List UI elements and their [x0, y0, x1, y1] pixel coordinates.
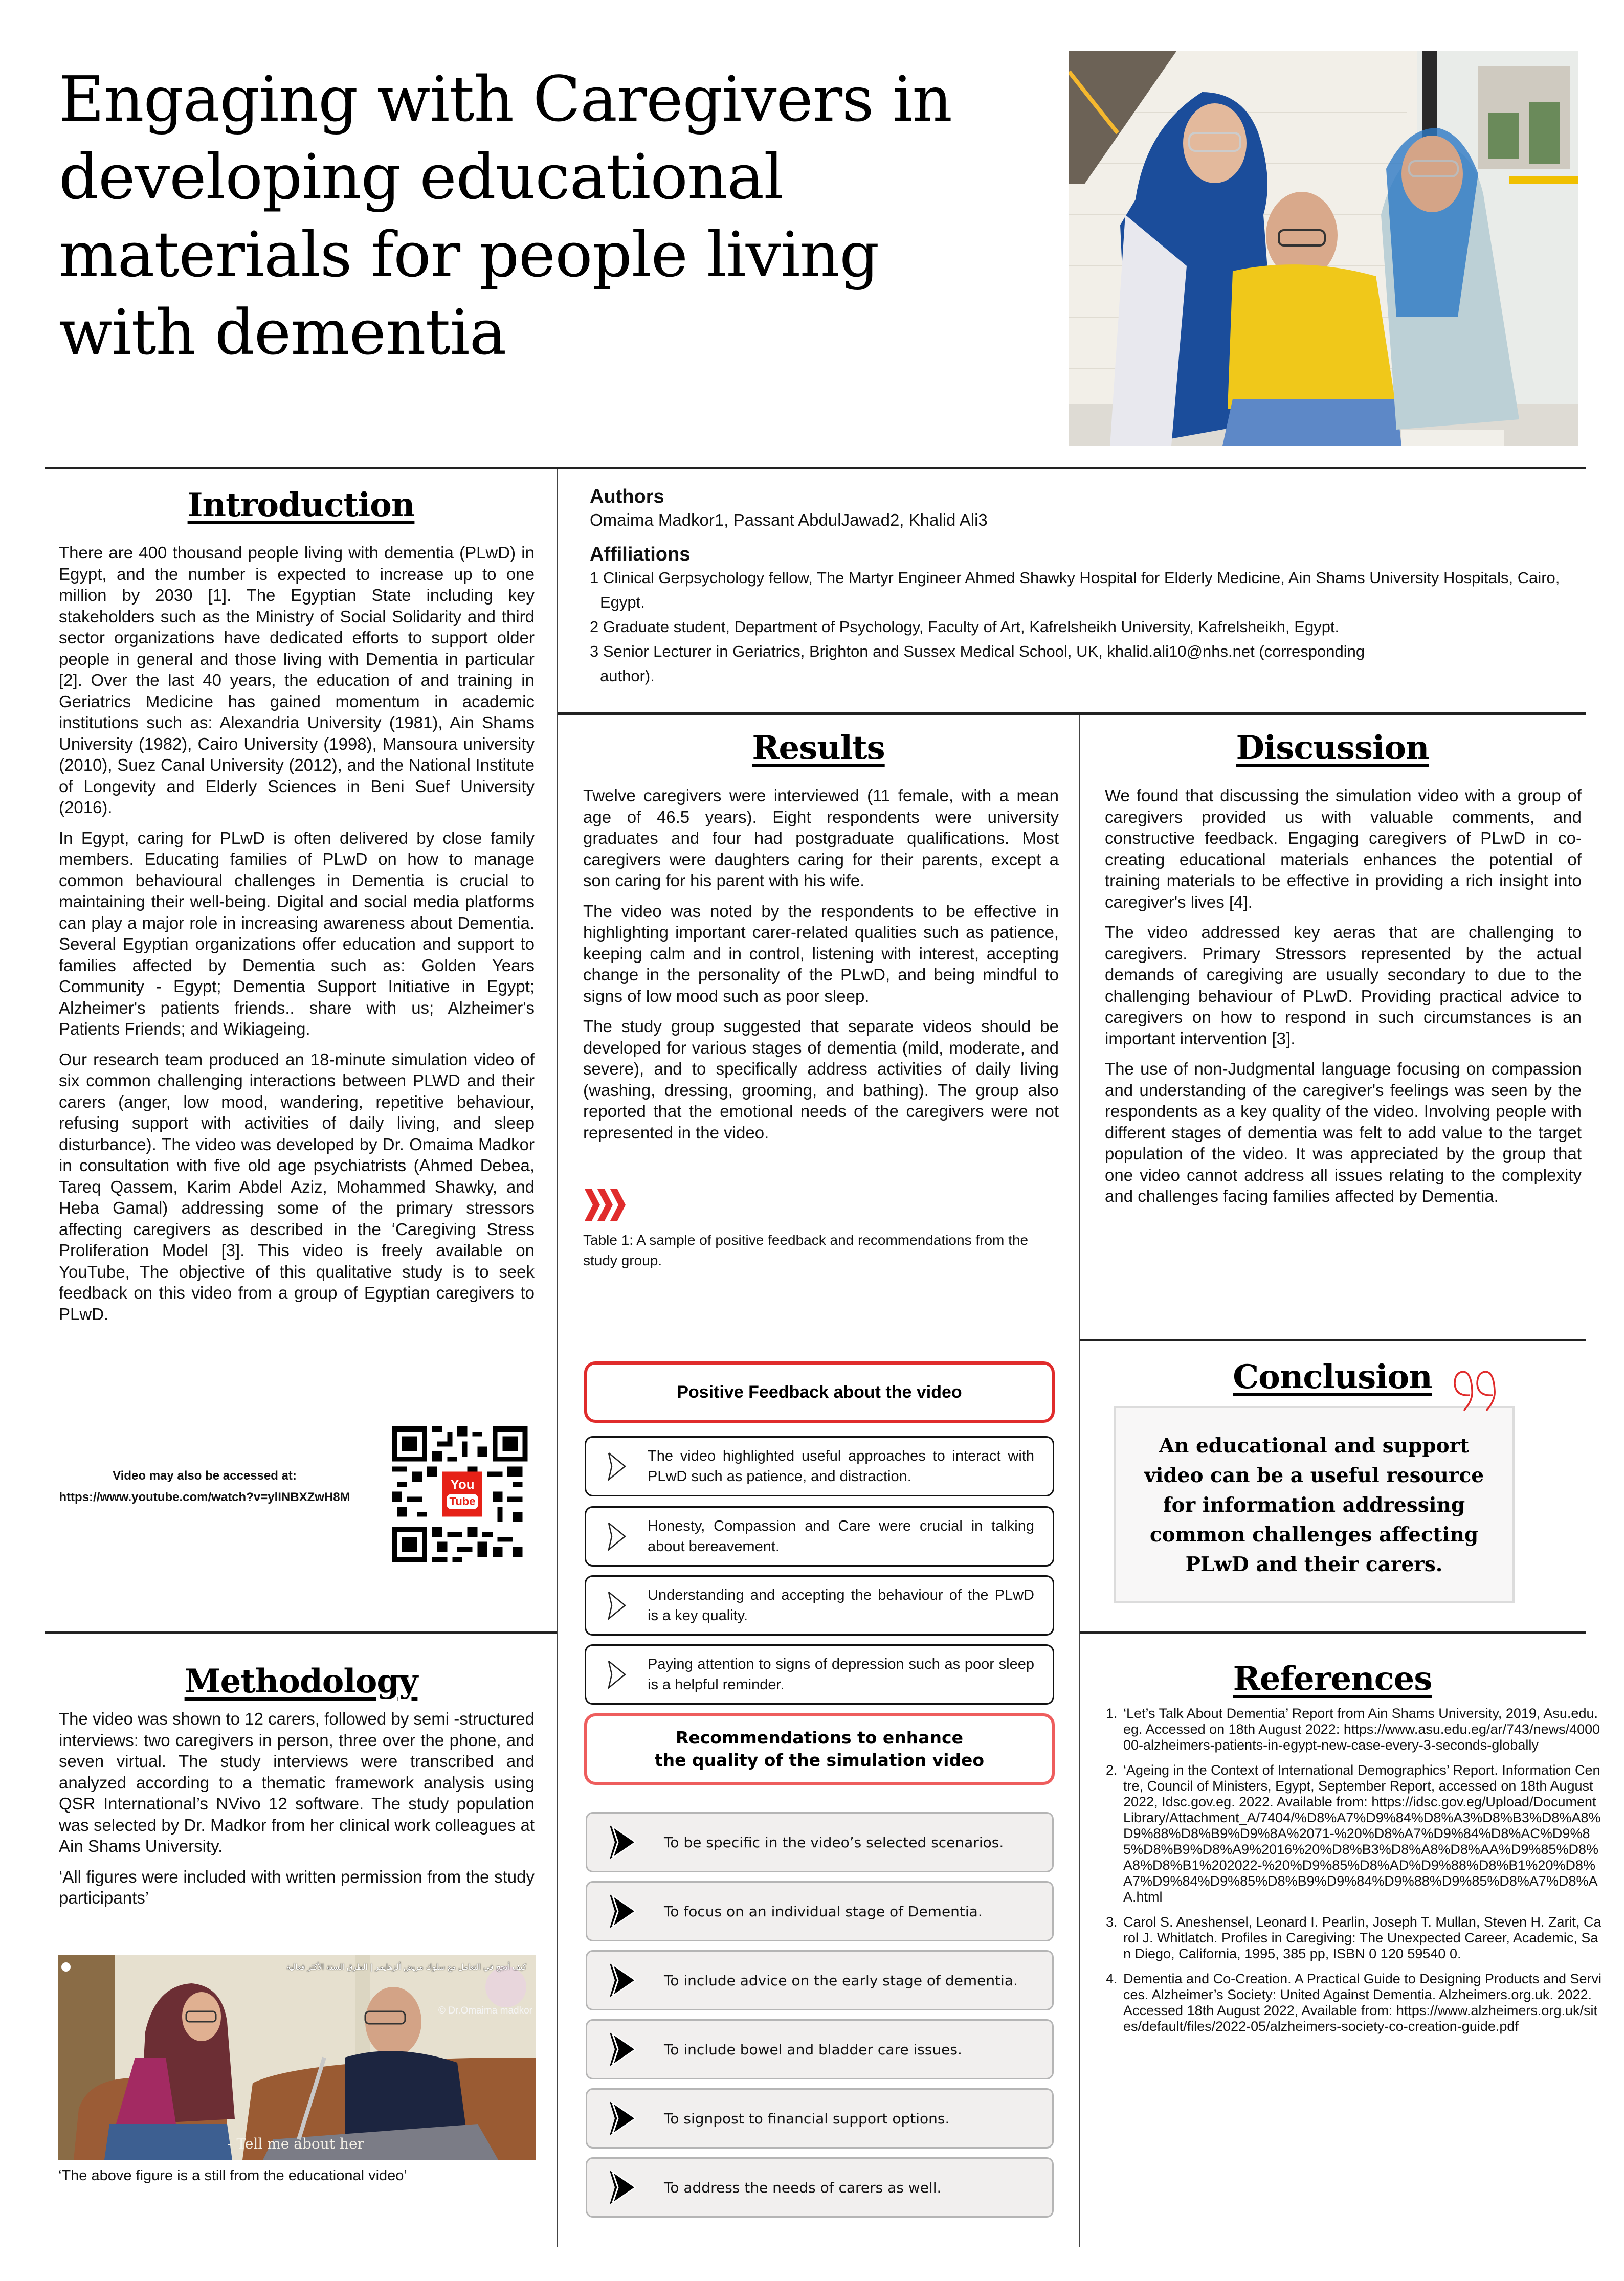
- results-paragraph: The video was noted by the respondents to be effective in highlighting important carer-related qualities such as patience, keeping calm and in control, listening with interest, accepting change in the personality of the PLwD, and being mindful to signs of low mood such as poor sleep.: [583, 901, 1059, 1005]
- figure-caption: ‘The above figure is a still from the educational video’: [58, 2167, 407, 2184]
- middle-column-divider: [1079, 715, 1080, 2247]
- discussion-paragraph: The video addressed key aeras that are challenging to caregivers. Primary Stressors represented by the actual demands of caregiving are usually secondary to due to the challenging behaviour of PLwD. Providing practical advice to caregivers on how to respond in such circumstances is an important intervention [3].: [1105, 923, 1582, 1048]
- title-line: Engaging with Caregivers in: [59, 63, 952, 136]
- references-heading: References: [1233, 1660, 1432, 1698]
- introduction-paragraph: There are 400 thousand people living with dementia (PLwD) in Egypt, and the number is expected to increase up to one million by 2030 [1]. The Egyptian State including key stakeholders such as the Ministry of Social Solidarity and third sector organizations have dedicated efforts to support older people in general and those living with Dementia in particular [2]. Over the last 40 years, the education of and training in Geriatrics Medicine has gained momentum in academic institutions such as: Alexandria University (1981), Ain Shams University (1982), Cairo University (1998), Mansoura university (2010), Suez Canal University (2012), and the National Institute of Longevity and Elderly Sciences in Beni Suef University (2016).: [59, 543, 535, 817]
- reference-item: 4. Dementia and Co-Creation. A Practical Guide to Designing Products and Services. Alzheimer’s Society: United Against Dementia. Alzheimers.org.uk. 2022. Accessed 18th August 2022, Available from: https://www.alzheimers.org.uk/sites/default/files/2022-05/alzheimers-society-co-creation-guide.pdf: [1121, 1971, 1602, 2034]
- recommendations-heading: [584, 1713, 1055, 1785]
- recommendation-text: To be specific in the video’s selected scenarios.: [664, 1833, 1004, 1851]
- affiliation-item: 2 Graduate student, Department of Psychology, Faculty of Art, Kafrelsheikh University, Kafrelsheikh, Egypt.: [590, 618, 1340, 636]
- recommendation-text: To address the needs of carers as well.: [664, 2179, 942, 2196]
- quote-mark-icon: [1453, 1370, 1499, 1415]
- recommendation-text: To include advice on the early stage of dementia.: [664, 1972, 1018, 1989]
- recommendation-text: To include bowel and bladder care issues.: [664, 2041, 962, 2058]
- poster-title: [59, 60, 1031, 371]
- results-heading: Results: [752, 729, 885, 767]
- feedback-item: [585, 1644, 1054, 1705]
- video-access-block: [51, 1465, 358, 1508]
- title-line: materials for people living: [59, 218, 879, 291]
- triple-chevron-icon: [585, 1189, 626, 1223]
- outline-arrow-icon: [586, 1577, 648, 1634]
- positive-feedback-heading: Positive Feedback about the video: [584, 1361, 1055, 1423]
- intro-bottom-divider: [45, 1631, 557, 1634]
- authors-heading: Authors: [590, 486, 664, 507]
- feedback-text: Understanding and accepting the behaviour of the PLwD is a key quality.: [648, 1587, 1034, 1624]
- feedback-item: [585, 1436, 1054, 1496]
- recommendation-text: To focus on an individual stage of Dementia.: [664, 1903, 983, 1920]
- affiliation-item: 3 Senior Lecturer in Geriatrics, Brighton and Sussex Medical School, UK, khalid.ali10@nhs.net (corresponding author).: [590, 642, 1365, 685]
- authors-bottom-divider: [558, 712, 1586, 715]
- outline-arrow-icon: [586, 1508, 648, 1565]
- video-still-illustration: [58, 1955, 536, 2160]
- discussion-paragraph: The use of non-Judgmental language focusing on compassion and understanding of the caregiver's feelings was seen by the respondents as a key quality of the video. Involving people with different stages of dementia was felt to add value to the target population of the video. It was appreciated by the group that one video cannot address all issues relating to the complexity and challenges facing families affected by Dementia.: [1105, 1059, 1582, 1205]
- methodology-paragraph: ‘All figures were included with written permission from the study participants’: [59, 1867, 535, 1907]
- conclusion-quote: An educational and support video can be a useful resource for information addressing common challenges affecting PLwD and their carers.: [1144, 1434, 1484, 1576]
- title-line: with dementia: [59, 296, 506, 369]
- header-photo: [1069, 51, 1578, 446]
- table-caption: Table 1: A sample of positive feedback and recommendations from the study group.: [583, 1232, 1029, 1268]
- author-names: Omaima Madkor1, Passant AbdulJawad2, Khalid Ali3: [590, 510, 988, 529]
- affiliation-item: 1 Clinical Gerpsychology fellow, The Martyr Engineer Ahmed Shawky Hospital for Elderly Medicine, Ain Shams University Hospitals, Cairo, Egypt.: [590, 569, 1560, 611]
- discussion-bottom-divider: [1080, 1339, 1586, 1341]
- video-still-image[interactable]: [58, 1955, 536, 2160]
- filled-arrow-icon: [587, 1883, 659, 1940]
- introduction-paragraph: In Egypt, caring for PLwD is often delivered by close family members. Educating families of PLwD on how to manage common behavioural challenges in Dementia is crucial to maintaining their well-being. Digital and social media platforms can play a major role in increasing awareness about Dementia. Several Egyptian organizations offer education and support to families affected by Dementia such as: Golden Years Community - Egypt; Dementia Support Initiative in Egypt; Alzheimer's patients friends.. share with us; Alzheimer's Patients Friends; and Wikiageing.: [59, 828, 535, 1038]
- authors-block: [590, 486, 1577, 688]
- affiliations-heading: Affiliations: [590, 544, 691, 565]
- filled-arrow-icon: [587, 1952, 659, 2009]
- outline-arrow-icon: [586, 1438, 648, 1495]
- recommendations-heading-line: the quality of the simulation video: [654, 1750, 985, 1770]
- conclusion-quote-box: [1114, 1406, 1515, 1603]
- youtube-logo-top: You: [450, 1477, 475, 1492]
- conclusion-heading: Conclusion: [1233, 1358, 1432, 1396]
- feedback-text: The video highlighted useful approaches to interact with PLwD such as patience, and distraction.: [648, 1448, 1034, 1485]
- recommendation-item: [586, 1881, 1054, 1941]
- clock-icon: [61, 1962, 71, 1972]
- caregivers-photo-illustration: [1069, 51, 1578, 446]
- results-paragraph: Twelve caregivers were interviewed (11 female, with a mean age of 46.5 years). Eight respondents were university graduates and four had postgraduate qualifications. Most caregivers were daughters caring for their parents, except a son caring for his parent with his wife.: [583, 786, 1059, 890]
- youtube-logo-bottom: Tube: [447, 1494, 478, 1509]
- youtube-qr-code[interactable]: [391, 1426, 529, 1562]
- feedback-text: Honesty, Compassion and Care were crucial in talking about bereavement.: [648, 1518, 1034, 1555]
- reference-item: 2. ‘Ageing in the Context of International Demographics’ Report. Information Centre, Council of Ministers, Egypt, September Report, accessed on 18th August 2022, Idsc.gov.eg. 2022. Available from: https://idsc.gov.eg/Upload/DocumentLibrary/Attachment_A/7404/%D8%A7%D9%84%D8%A3%D8%B3%D8%A8%D9%88%D8%B9%D9%8A%2071-%20%D8%A7%D9%84%D8%AC%D9%85%D8%B9%D8%A9%2016%20%D8%B3%D8%A8%D8%AA%D9%85%D8%A8%D8%B1%202022-%20%D9%85%D8%AD%D9%88%D8%B1%20%D8%A7%D9%84%D9%85%D8%B9%D9%84%D9%88%D9%85%D8%A7%D8%AA.html: [1121, 1762, 1602, 1905]
- feedback-item: [585, 1575, 1054, 1636]
- references-list: [1099, 1706, 1602, 2044]
- methodology-body: [59, 1708, 535, 1918]
- video-access-label: Video may also be accessed at:: [113, 1469, 297, 1483]
- filled-arrow-icon: [587, 2021, 659, 2078]
- filled-arrow-icon: [587, 2159, 659, 2216]
- recommendation-item: [586, 2157, 1054, 2218]
- filled-arrow-icon: [587, 2090, 659, 2147]
- discussion-body: [1105, 785, 1582, 1216]
- youtube-logo-icon: [442, 1472, 482, 1517]
- discussion-paragraph: We found that discussing the simulation video with a group of caregivers provided us with valuable comments, and constructive feedback. Engaging caregivers of PLwD in co-creating educational materials enhances the potential of training materials to be effective in providing a rich insight into caregiver's lives [4].: [1105, 786, 1582, 911]
- feedback-item: [585, 1506, 1054, 1567]
- methodology-paragraph: The video was shown to 12 carers, followed by semi -structured interviews: two caregivers in person, three over the phone, and seven virtual. The study interviews were transcribed and analyzed according to a thematic framework analysis using QSR International’s NVivo 12 software. The study population was selected by Dr. Madkor from her clinical work colleagues at Ain Shams University.: [59, 1709, 535, 1855]
- results-body: [583, 785, 1059, 1152]
- recommendations-heading-line: Recommendations to enhance: [676, 1728, 963, 1748]
- results-paragraph: The study group suggested that separate videos should be developed for various stages of dementia (mild, moderate, and severe), and to specifically address activities of daily living (washing, dressing, grooming, and bathing). The group also reported that the emotional needs of the caregivers were not represented in the video.: [583, 1017, 1059, 1142]
- recommendation-text: To signpost to financial support options.: [664, 2110, 950, 2127]
- filled-arrow-icon: [587, 1814, 659, 1871]
- video-watermark: © Dr.Omaima madkor: [438, 2005, 532, 2016]
- reference-item: 1. ‘Let’s Talk About Dementia’ Report from Ain Shams University, 2019, Asu.edu.eg. Accessed on 18th August 2022: https://www.asu.edu.eg/ar/743/news/400000-alzheimers-patients-in-egypt-new-case-every-3-seconds-globally: [1121, 1706, 1602, 1753]
- chevrons-graphic: [585, 1189, 626, 1221]
- video-arabic-title: كيف أنجح في التعامل مع سلوك مريض ألزهايمر | الطرق الستة الأكثر فعالية: [286, 1962, 526, 1972]
- introduction-paragraph: Our research team produced an 18-minute simulation video of six common challenging interactions between PLWD and their carers (anger, low mood, wandering, repetitive behaviour, refusing support with activities of daily living, and sleep disturbance). The video was developed by Dr. Omaima Madkor in consultation with five old age psychiatrists (Ahmed Debea, Tareq Qassem, Karim Abdel Aziz, Mohammed Shawky, and Heba Gamal) addressing some of the primary stressors affecting caregivers as described in the ‘Caregiving Stress Proliferation Model [3]. This video is freely available on YouTube, The objective of this qualitative study is to seek feedback on this video from a group of Egyptian caregivers to PLwD.: [59, 1049, 535, 1324]
- video-subtitle: - Tell me about her: [227, 2135, 364, 2152]
- title-line: developing educational: [59, 141, 784, 213]
- channel-avatar: [485, 1966, 526, 2007]
- introduction-body: [59, 542, 535, 1334]
- feedback-text: Paying attention to signs of depression such as poor sleep is a helpful reminder.: [648, 1656, 1034, 1693]
- recommendation-item: [586, 1812, 1054, 1872]
- methodology-heading: Methodology: [184, 1662, 418, 1701]
- conclusion-bottom-divider: [1080, 1631, 1586, 1634]
- video-url-link[interactable]: https://www.youtube.com/watch?v=ylINBXZwH8M: [59, 1490, 350, 1504]
- reference-item: 3. Carol S. Aneshensel, Leonard I. Pearlin, Joseph T. Mullan, Steven H. Zarit, Carol J. Whitlatch. Profiles in Caregiving: The Unexpected Career, Academic, San Diego, California, 1995, 385 pp, ISBN 0 120 59540 0.: [1121, 1914, 1602, 1962]
- discussion-heading: Discussion: [1236, 729, 1429, 767]
- top-divider: [45, 467, 1586, 469]
- outline-arrow-icon: [586, 1646, 648, 1703]
- introduction-heading: Introduction: [187, 486, 415, 524]
- recommendation-item: [586, 2088, 1054, 2149]
- recommendation-item: [586, 2019, 1054, 2079]
- recommendation-item: [586, 1950, 1054, 2010]
